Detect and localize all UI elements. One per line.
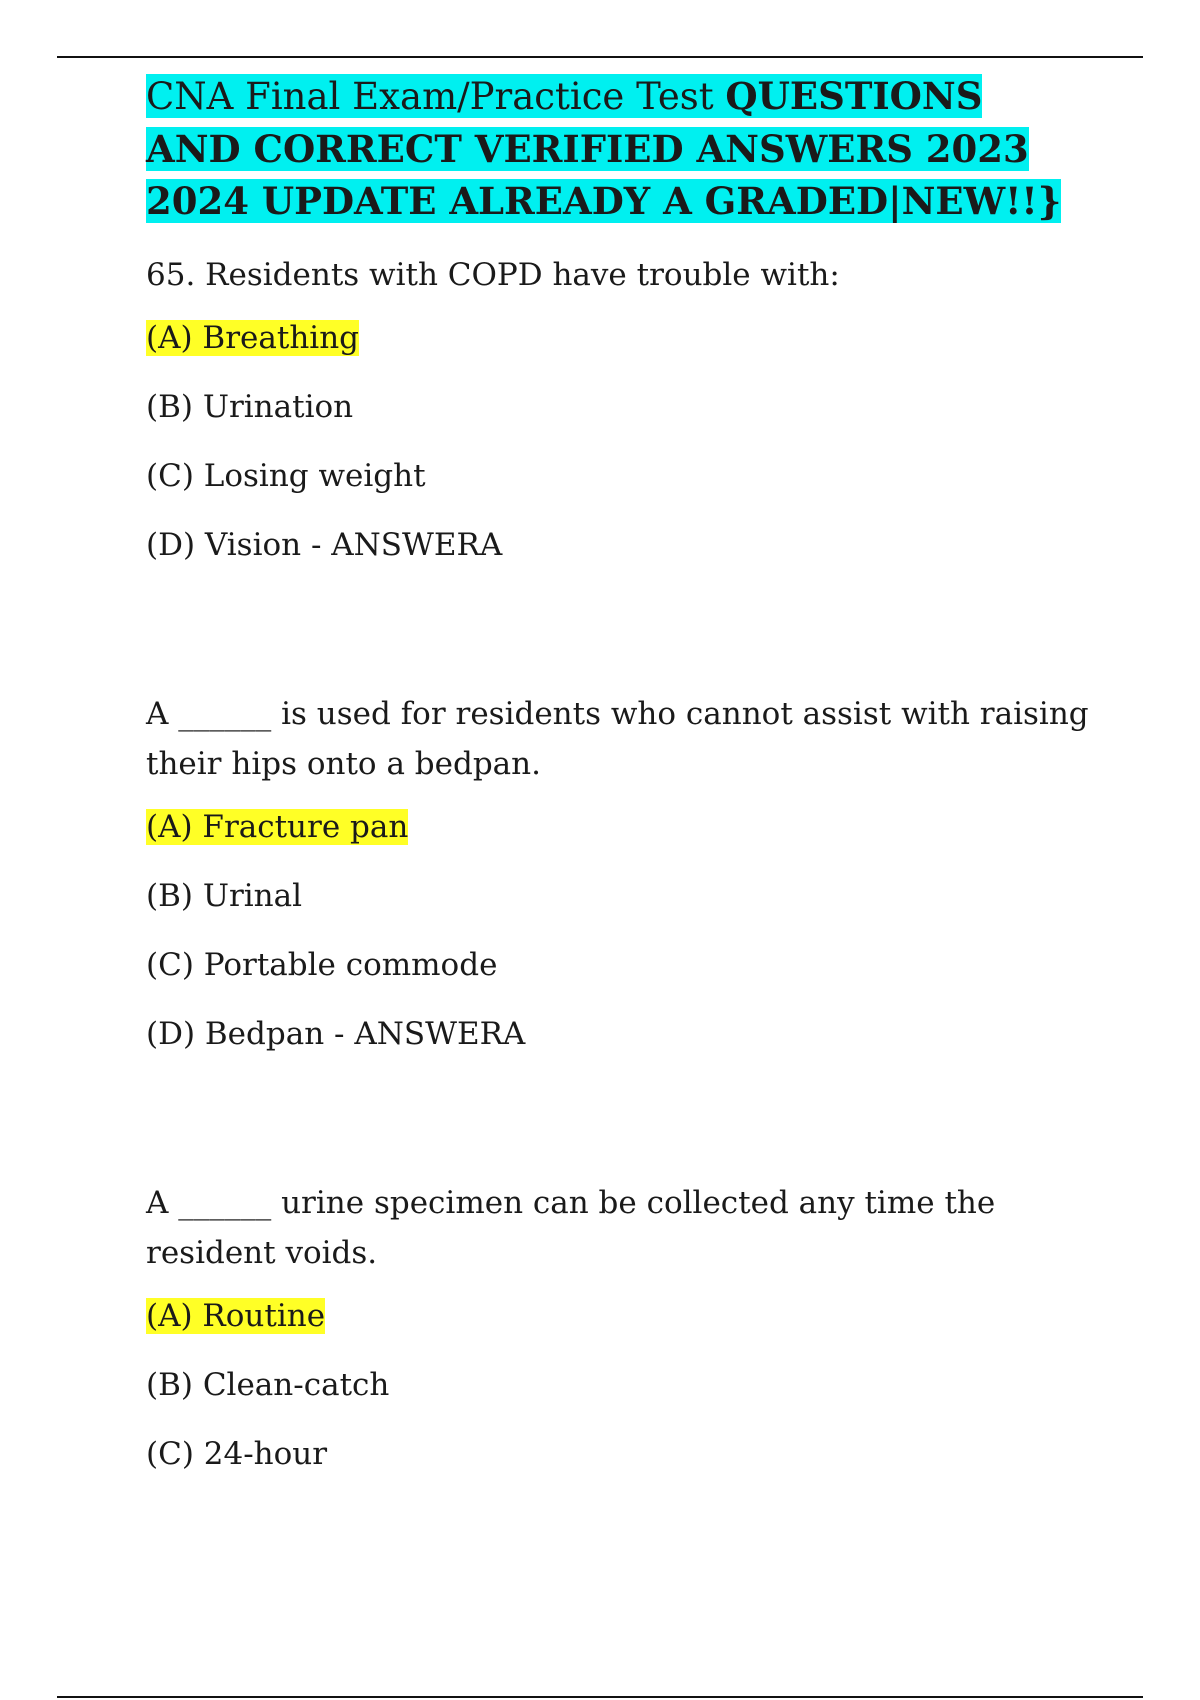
- correct-answer-highlight: (A) Breathing: [146, 320, 360, 356]
- top-rule: [57, 56, 1143, 58]
- question-urine-specimen: A ______ urine specimen can be collected any time the resident voids.: [146, 1185, 996, 1271]
- question-65-option-b: (B) Urination: [146, 389, 354, 425]
- title-normal-text: CNA Final Exam/Practice Test: [146, 75, 726, 118]
- question-3-option-a: [146, 1296, 1096, 1365]
- question-65-option-a: [146, 318, 1096, 387]
- page-content: [146, 70, 1096, 1503]
- question-2-option-c: (C) Portable commode: [146, 947, 498, 983]
- question-2-option-d: (D) Bedpan - ANSWERA: [146, 1016, 526, 1052]
- correct-answer-highlight: (A) Fracture pan: [146, 809, 409, 845]
- correct-answer-highlight: (A) Routine: [146, 1298, 326, 1334]
- question-3-option-c: (C) 24-hour: [146, 1436, 328, 1472]
- title-bold-text: QUESTIONS AND CORRECT VERIFIED ANSWERS 2023 2024 UPDATE ALREADY A GRADED|NEW!!}: [146, 74, 1062, 223]
- question-2-option-b: (B) Urinal: [146, 878, 303, 914]
- question-2-option-a: [146, 807, 1096, 876]
- question-fracture-pan: A ______ is used for residents who cannot assist with raising their hips onto a bedpan.: [146, 696, 1089, 782]
- question-65-option-c: (C) Losing weight: [146, 458, 426, 494]
- question-65: 65. Residents with COPD have trouble with:: [146, 257, 840, 293]
- question-3-option-b: (B) Clean-catch: [146, 1367, 390, 1403]
- question-65-option-d: (D) Vision - ANSWERA: [146, 527, 503, 563]
- bottom-rule: [57, 1696, 1143, 1698]
- document-title: [146, 70, 1076, 227]
